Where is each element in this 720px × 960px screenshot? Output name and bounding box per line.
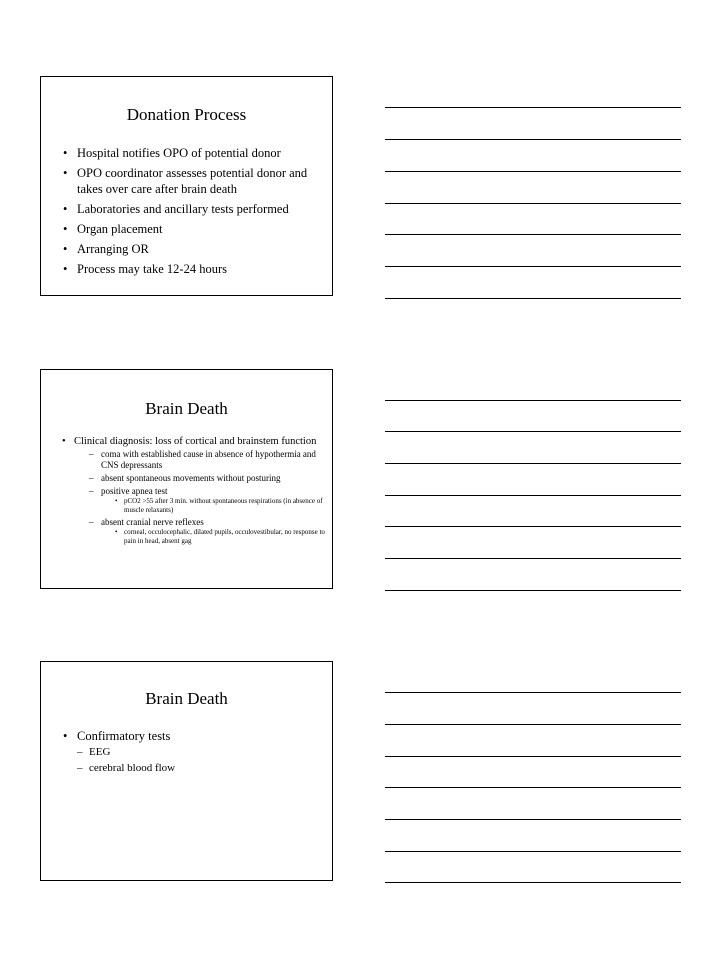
bullet-text: Organ placement xyxy=(77,222,163,236)
note-line xyxy=(385,431,681,432)
bullet-item xyxy=(63,201,325,217)
dash-marker: – xyxy=(89,473,94,483)
note-line xyxy=(385,724,681,725)
sub-bullet-text: EEG xyxy=(89,746,111,758)
bullet-marker: • xyxy=(115,528,118,536)
note-line xyxy=(385,851,681,852)
sub-bullet-text: absent spontaneous movements without posturing xyxy=(101,473,281,483)
note-line xyxy=(385,234,681,235)
note-line xyxy=(385,692,681,693)
bullet-text: Process may take 12-24 hours xyxy=(77,262,227,276)
bullet-text: OPO coordinator assesses potential donor and takes over care after brain death xyxy=(77,166,308,196)
sub-sub-bullet-list xyxy=(101,497,327,515)
sub-bullet-item xyxy=(89,517,327,546)
bullet-marker: • xyxy=(63,262,68,276)
bullet-list xyxy=(63,728,325,778)
dash-marker: – xyxy=(77,762,83,774)
bullet-text: Confirmatory tests xyxy=(77,729,171,743)
sub-sub-bullet-text: corneal, occulocephalic, dilated pupils, occulovestibular, no response to pain in head, absent gag xyxy=(124,528,325,545)
sub-bullet-text: absent cranial nerve reflexes xyxy=(101,517,204,527)
dash-marker: – xyxy=(89,486,94,496)
note-line xyxy=(385,882,681,883)
bullet-marker: • xyxy=(63,242,68,256)
bullet-marker: • xyxy=(63,729,68,743)
note-line xyxy=(385,819,681,820)
sub-bullet-item xyxy=(89,486,327,515)
note-line xyxy=(385,558,681,559)
bullet-list xyxy=(62,435,327,549)
sub-sub-bullet-text: pCO2 >55 after 3 min. without spontaneous respirations (in absence of muscle relaxants) xyxy=(124,497,323,514)
slide-3 xyxy=(40,661,333,881)
slide-title: Donation Process xyxy=(126,105,247,124)
note-line xyxy=(385,139,681,140)
bullet-item xyxy=(63,261,325,277)
bullet-item xyxy=(63,221,325,237)
bullet-item xyxy=(62,435,327,546)
slide-1 xyxy=(40,76,333,296)
slide-title: Brain Death xyxy=(145,399,228,418)
bullet-text: Clinical diagnosis: loss of cortical and brainstem function xyxy=(74,436,317,447)
bullet-marker: • xyxy=(63,222,68,236)
bullet-marker: • xyxy=(115,497,118,505)
note-line xyxy=(385,787,681,788)
note-line xyxy=(385,756,681,757)
dash-marker: – xyxy=(89,517,94,527)
sub-bullet-item xyxy=(89,473,327,484)
sub-sub-bullet-item xyxy=(115,528,327,546)
bullet-item xyxy=(63,728,325,776)
note-line xyxy=(385,203,681,204)
sub-bullet-item xyxy=(77,744,325,760)
note-line xyxy=(385,590,681,591)
note-line xyxy=(385,107,681,108)
sub-sub-bullet-list xyxy=(101,528,327,546)
sub-bullet-list xyxy=(77,744,325,776)
note-line xyxy=(385,463,681,464)
bullet-item xyxy=(63,165,325,197)
bullet-text: Hospital notifies OPO of potential donor xyxy=(77,146,281,160)
sub-bullet-text: positive apnea test xyxy=(101,486,168,496)
sub-bullet-text: cerebral blood flow xyxy=(89,762,176,774)
note-line xyxy=(385,298,681,299)
slide-title: Brain Death xyxy=(145,689,228,708)
bullet-text: Arranging OR xyxy=(77,242,149,256)
bullet-marker: • xyxy=(63,166,68,180)
note-line xyxy=(385,495,681,496)
sub-bullet-list xyxy=(74,449,327,546)
bullet-item xyxy=(63,145,325,161)
sub-bullet-item xyxy=(89,449,327,471)
dash-marker: – xyxy=(89,449,94,459)
slide-2 xyxy=(40,369,333,589)
bullet-text: Laboratories and ancillary tests performed xyxy=(77,202,289,216)
bullet-item xyxy=(63,241,325,257)
sub-bullet-item xyxy=(77,760,325,776)
bullet-marker: • xyxy=(63,146,68,160)
bullet-marker: • xyxy=(63,202,68,216)
note-line xyxy=(385,171,681,172)
bullet-marker: • xyxy=(62,436,66,447)
note-line xyxy=(385,526,681,527)
note-line xyxy=(385,266,681,267)
sub-bullet-text: coma with established cause in absence of hypothermia and CNS depressants xyxy=(101,449,316,470)
dash-marker: – xyxy=(77,746,83,758)
bullet-list xyxy=(63,145,325,281)
note-line xyxy=(385,400,681,401)
sub-sub-bullet-item xyxy=(115,497,327,515)
